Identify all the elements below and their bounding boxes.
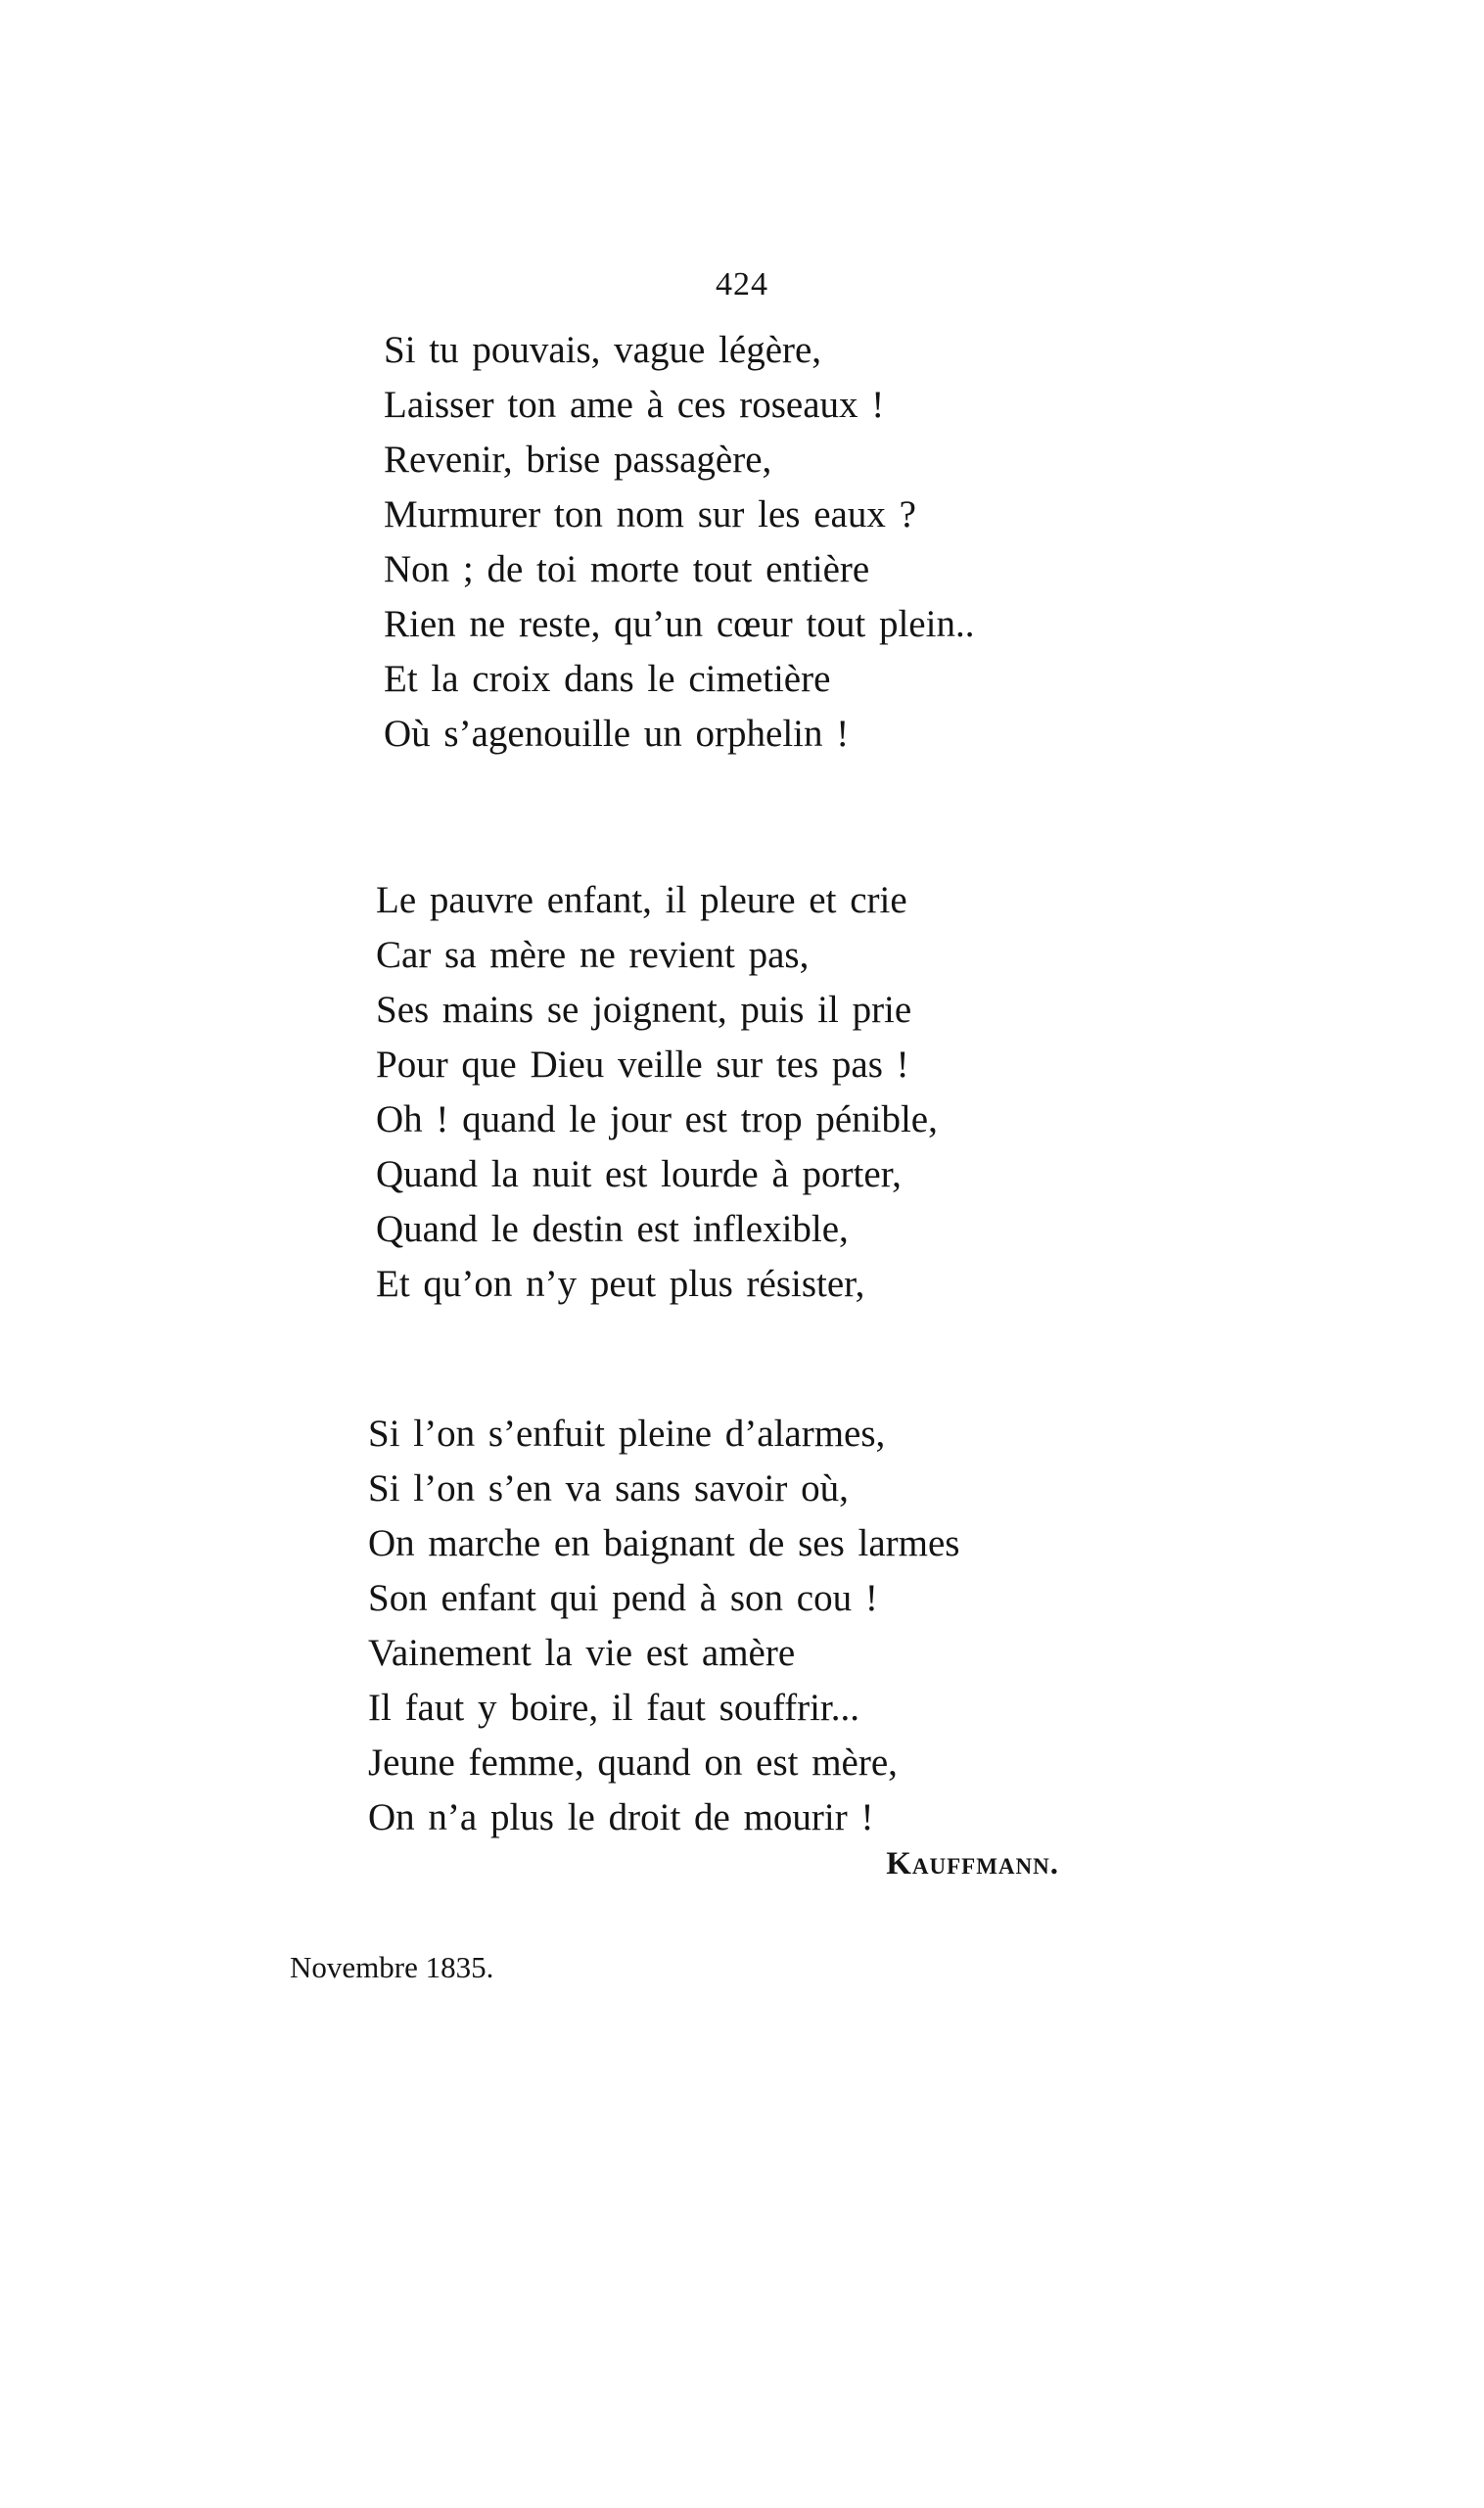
poem-line: Non ; de toi morte tout entière bbox=[384, 548, 870, 590]
poem-line: Si l’on s’enfuit pleine d’alarmes, bbox=[368, 1413, 886, 1455]
poem-line: Laisser ton ame à ces roseaux ! bbox=[384, 384, 885, 426]
page-number: 424 bbox=[716, 266, 768, 302]
poem-line: Murmurer ton nom sur les eaux ? bbox=[384, 493, 916, 535]
author-signature: Kauffmann. bbox=[886, 1846, 1059, 1881]
poem-stanza-1 bbox=[384, 323, 974, 762]
poem-stanza-3 bbox=[368, 1407, 959, 1845]
poem-line: Où s’agenouille un orphelin ! bbox=[384, 713, 850, 755]
poem-line: Oh ! quand le jour est trop pénible, bbox=[376, 1098, 938, 1140]
poem-line: Quand la nuit est lourde à porter, bbox=[376, 1153, 902, 1195]
poem-line: Son enfant qui pend à son cou ! bbox=[368, 1577, 878, 1619]
poem-line: Jeune femme, quand on est mère, bbox=[368, 1742, 898, 1784]
poem-line: Si tu pouvais, vague légère, bbox=[384, 329, 822, 371]
poem-line: Et la croix dans le cimetière bbox=[384, 658, 831, 700]
poem-line: Si l’on s’en va sans savoir où, bbox=[368, 1467, 849, 1509]
poem-line: Vainement la vie est amère bbox=[368, 1632, 796, 1674]
poem-line: Quand le destin est inflexible, bbox=[376, 1208, 849, 1250]
poem-line: Rien ne reste, qu’un cœur tout plein.. bbox=[384, 603, 975, 645]
poem-line: Ses mains se joignent, puis il prie bbox=[376, 989, 912, 1031]
poem-line: Car sa mère ne revient pas, bbox=[376, 934, 810, 976]
poem-line: Revenir, brise passagère, bbox=[384, 439, 772, 481]
date-line: Novembre 1835. bbox=[290, 1950, 494, 1984]
poem-line: Le pauvre enfant, il pleure et crie bbox=[376, 879, 907, 921]
poem-line: On n’a plus le droit de mourir ! bbox=[368, 1796, 874, 1838]
poem-stanza-2 bbox=[376, 873, 938, 1312]
poem-line: Et qu’on n’y peut plus résister, bbox=[376, 1263, 865, 1305]
poem-line: On marche en baignant de ses larmes bbox=[368, 1522, 960, 1564]
poem-line: Il faut y boire, il faut souffrir... bbox=[368, 1687, 859, 1729]
poem-line: Pour que Dieu veille sur tes pas ! bbox=[376, 1044, 909, 1086]
